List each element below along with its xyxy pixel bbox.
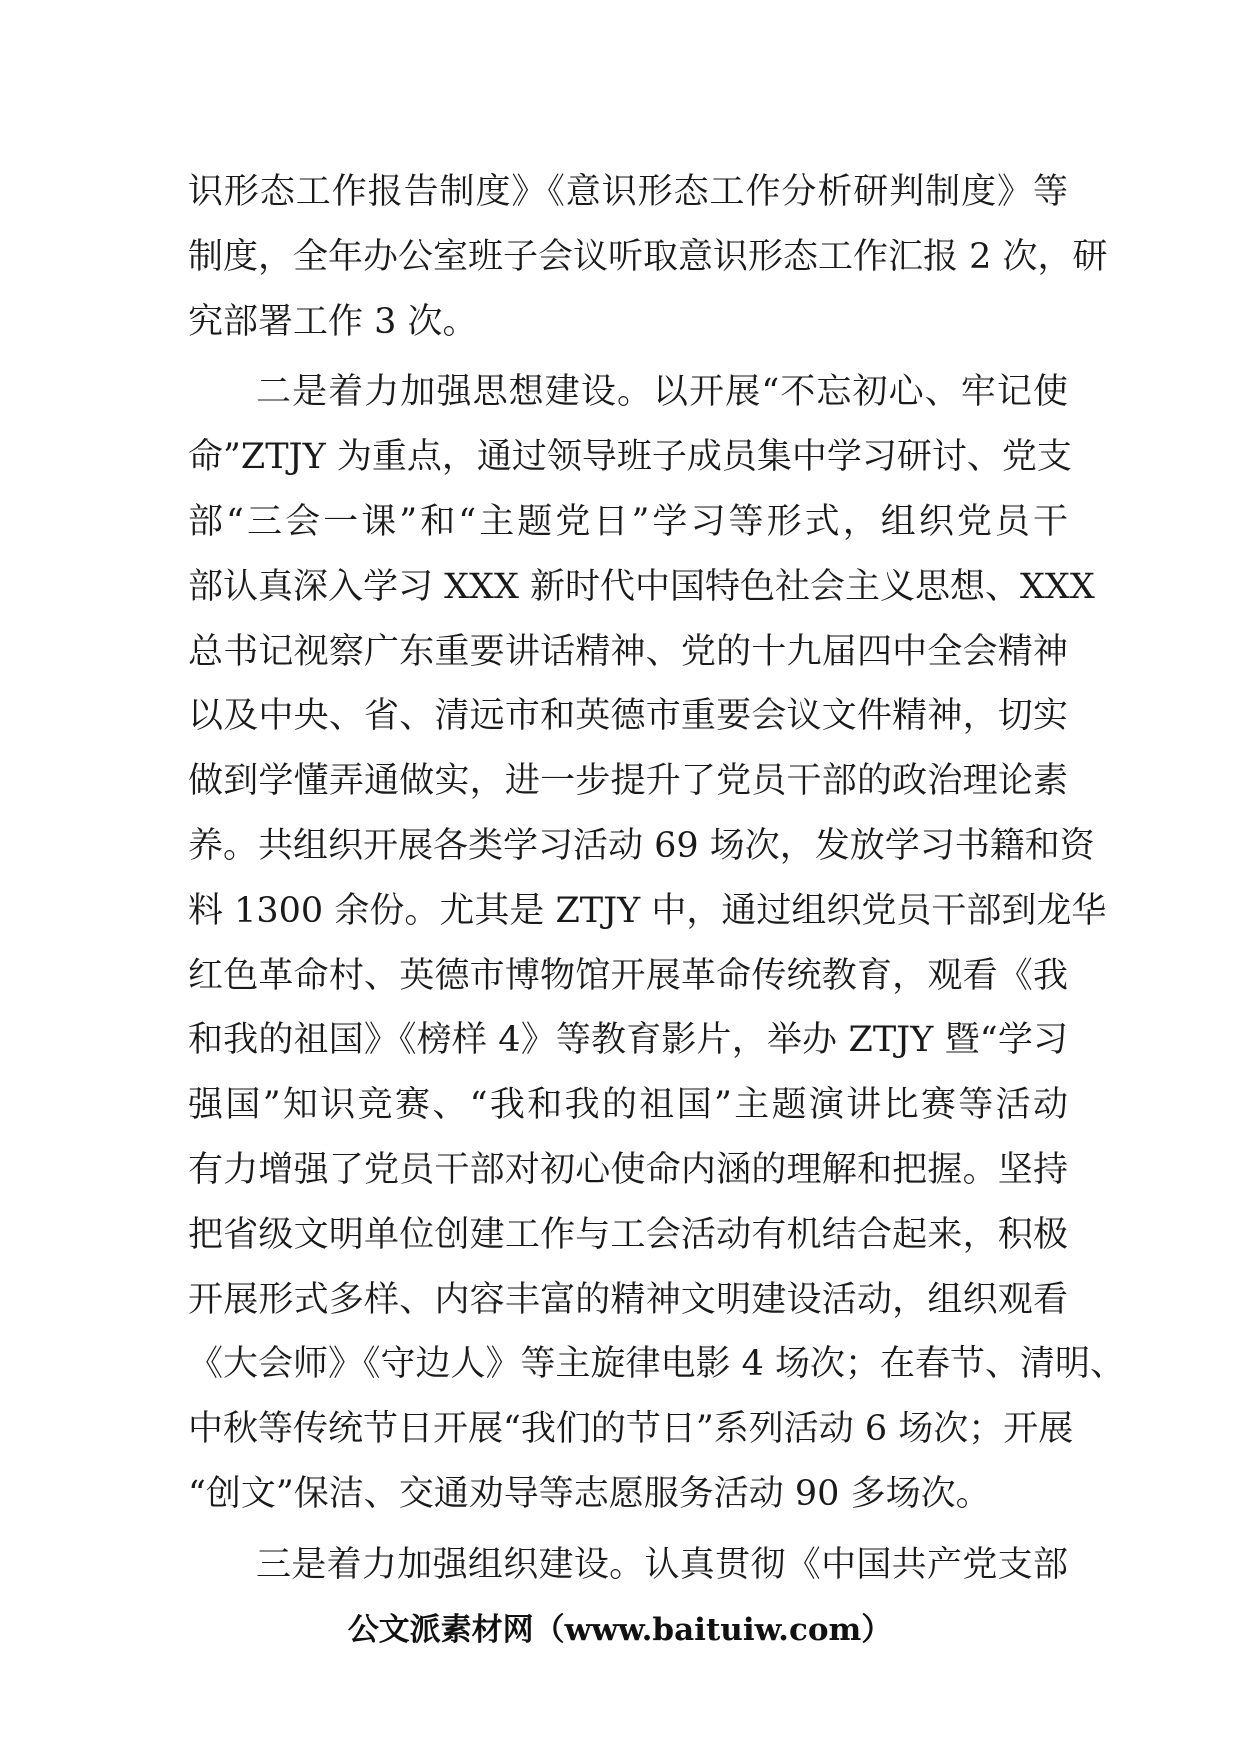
text-line: 把省级文明单位创建工作与工会活动有机结合起来，积极 [188,1214,1068,1255]
text-line: 有力增强了党员干部对初心使命内涵的理解和把握。坚持 [188,1149,1068,1190]
document-body [188,160,1126,1598]
text-line: 开展形式多样、内容丰富的精神文明建设活动，组织观看 [188,1279,1068,1320]
paragraph-first-line: 二是着力加强思想建设。以开展“不忘初心、牢记使 [256,372,1068,413]
text-line: 做到学懂弄通做实，进一步提升了党员干部的政治理论素 [188,761,1068,802]
text-line: 以及中央、省、清远市和英德市重要会议文件精神，切实 [188,696,1068,737]
text-line: “创文”保洁、交通劝导等志愿服务活动 90 多场次。 [188,1473,991,1514]
text-line: 红色革命村、英德市博物馆开展革命传统教育，观看《我 [188,955,1068,996]
page-footer-watermark: 公文派素材网（www.baituiw.com） [347,1612,893,1648]
text-line: 中秋等传统节日开展“我们的节日”系列活动 6 场次；开展 [188,1409,1074,1450]
text-line: 料 1300 余份。尤其是 ZTJY 中，通过组织党员干部到龙华 [188,890,1107,931]
text-line: 究部署工作 3 次。 [188,301,478,342]
text-line: 《大会师》《守边人》等主旋律电影 4 场次；在春节、清明、 [188,1344,1126,1385]
text-line: 养。共组织开展各类学习活动 69 场次，发放学习书籍和资 [188,825,1095,866]
text-line: 识形态工作报告制度》《意识形态工作分析研判制度》等 [188,172,1068,212]
text-line: 强国”知识竞赛、“我和我的祖国”主题演讲比赛等活动 [188,1085,1068,1126]
text-line: 总书记视察广东重要讲话精神、党的十九届四中全会精神 [188,631,1068,672]
text-line: 部认真深入学习 XXX 新时代中国特色社会主义思想、XXX [188,566,1095,607]
paragraph-first-line: 三是着力加强组织建设。认真贯彻《中国共产党支部 [256,1544,1068,1585]
text-line: 和我的祖国》《榜样 4》等教育影片，举办 ZTJY 暨“学习 [188,1020,1068,1061]
text-line: 制度，全年办公室班子会议听取意识形态工作汇报 2 次，研 [188,236,1108,277]
text-line: 命”ZTJY 为重点，通过领导班子成员集中学习研讨、党支 [188,437,1072,478]
text-line: 部“三会一课”和“主题党日”学习等形式，组织党员干 [188,501,1068,542]
